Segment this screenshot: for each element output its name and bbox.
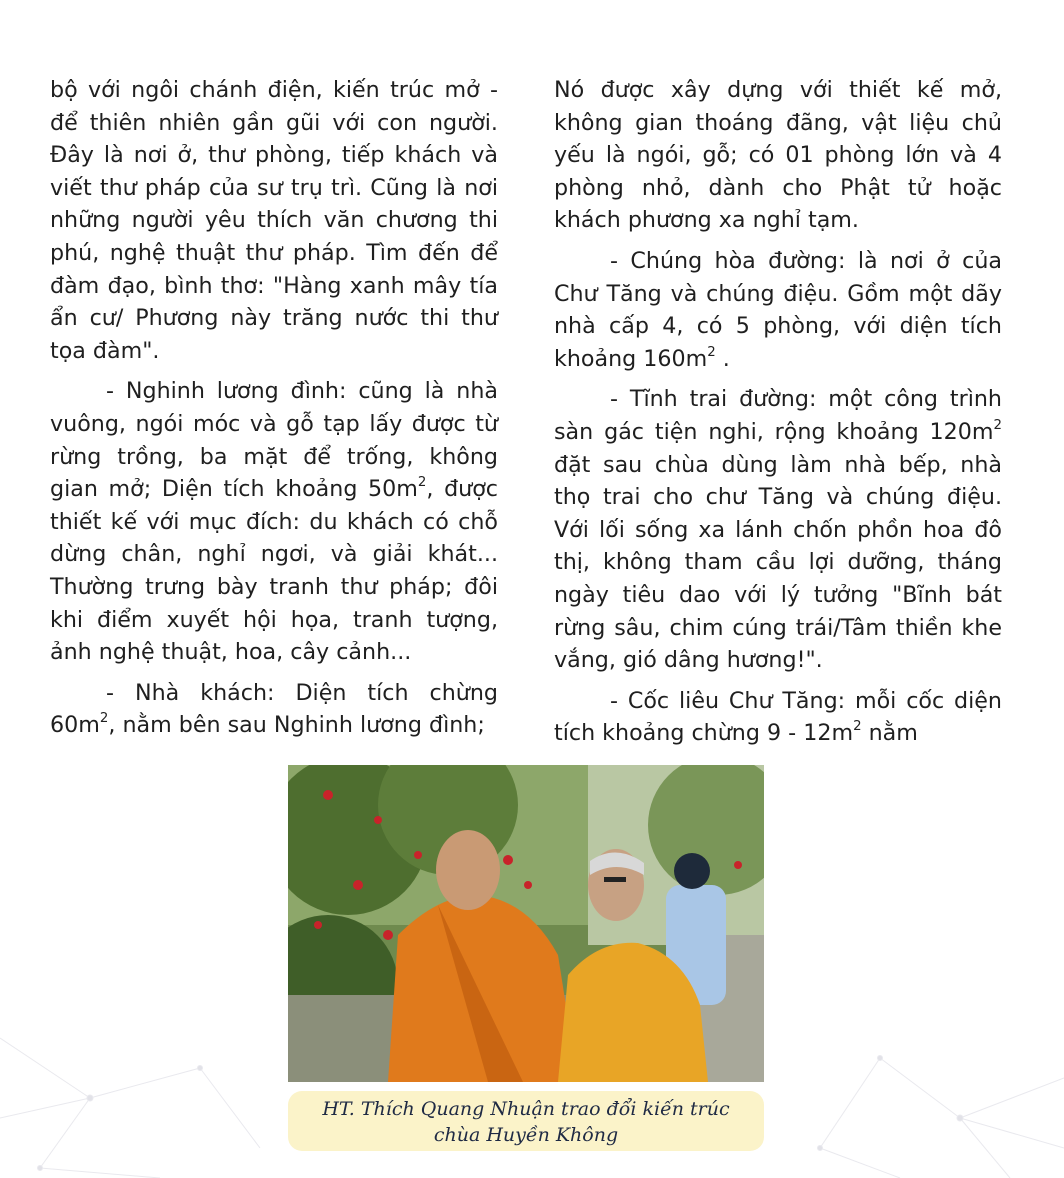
right-paragraph-chung-hoa-duong: - Chúng hòa đường: là nơi ở của Chư Tăng và chúng điệu. Gồm một dãy nhà cấp 4, có 5 phòng, với diện tích khoảng $160m^2$ . (554, 247, 1002, 372)
left-paragraph-nghinh-luong-dinh: - Nghinh lương đình: cũng là nhà vuông, ngói móc và gỗ tạp lấy được từ rừng trồng, ba mặt để trống, không gian mở; Diện tích khoảng $50m^2$, được thiết kế với mục đích: du khách có chỗ dừng chân, nghỉ ngơi, và giải khát... Thường trưng bày tranh thư pháp; đôi khi điểm xuyết hội họa, tranh tượng, ảnh nghệ thuật, hoa, cây cảnh... (50, 378, 498, 666)
photo-caption (288, 1091, 764, 1151)
left-text-column (50, 74, 498, 750)
left-paragraph-nha-khach: - Nhà khách: Diện tích chừng $60m^2$, nằm bên sau Nghinh lương đình; (50, 679, 498, 739)
caption-line-1: HT. Thích Quang Nhuận trao đổi kiến trúc (322, 1098, 730, 1120)
right-paragraph-tinh-trai-duong: - Tĩnh trai đường: một công trình sàn gác tiện nghi, rộng khoảng $120m^2$ đặt sau chùa dùng làm nhà bếp, nhà thọ trai cho chư Tăng và chúng điệu. Với lối sống xa lánh chốn phồn hoa đô thị, không tham cầu lợi dưỡng, tháng ngày tiêu dao với lý tưởng "Bĩnh bát rừng sâu, chim cúng trái/Tâm thiền khe vắng, gió dâng hương!". (554, 386, 1002, 674)
right-paragraph-1: Nó được xây dựng với thiết kế mở, không gian thoáng đãng, vật liệu chủ yếu là ngói, gỗ; có 01 phòng lớn và 4 phòng nhỏ, dành cho Phật tử hoặc khách phương xa nghỉ tạm. (554, 77, 1002, 234)
right-paragraph-coc-lieu: - Cốc liêu Chư Tăng: mỗi cốc diện tích khoảng chừng $9 - 12m^2$ nằm (554, 687, 1002, 747)
left-paragraph-1: bộ với ngôi chánh điện, kiến trúc mở - để thiên nhiên gần gũi với con người. Đây là nơi ở, thư phòng, tiếp khách và viết thư pháp của sư trụ trì. Cũng là nơi những người yêu thích văn chương thi phú, nghệ thuật thư pháp. Tìm đến để đàm đạo, bình thơ: "Hàng xanh mây tía ẩn cư/ Phương này trăng nước thi thư tọa đàm". (50, 77, 498, 364)
monks-photo (288, 765, 764, 1082)
right-text-column (554, 74, 1002, 758)
caption-line-2: chùa Huyền Không (433, 1124, 619, 1146)
